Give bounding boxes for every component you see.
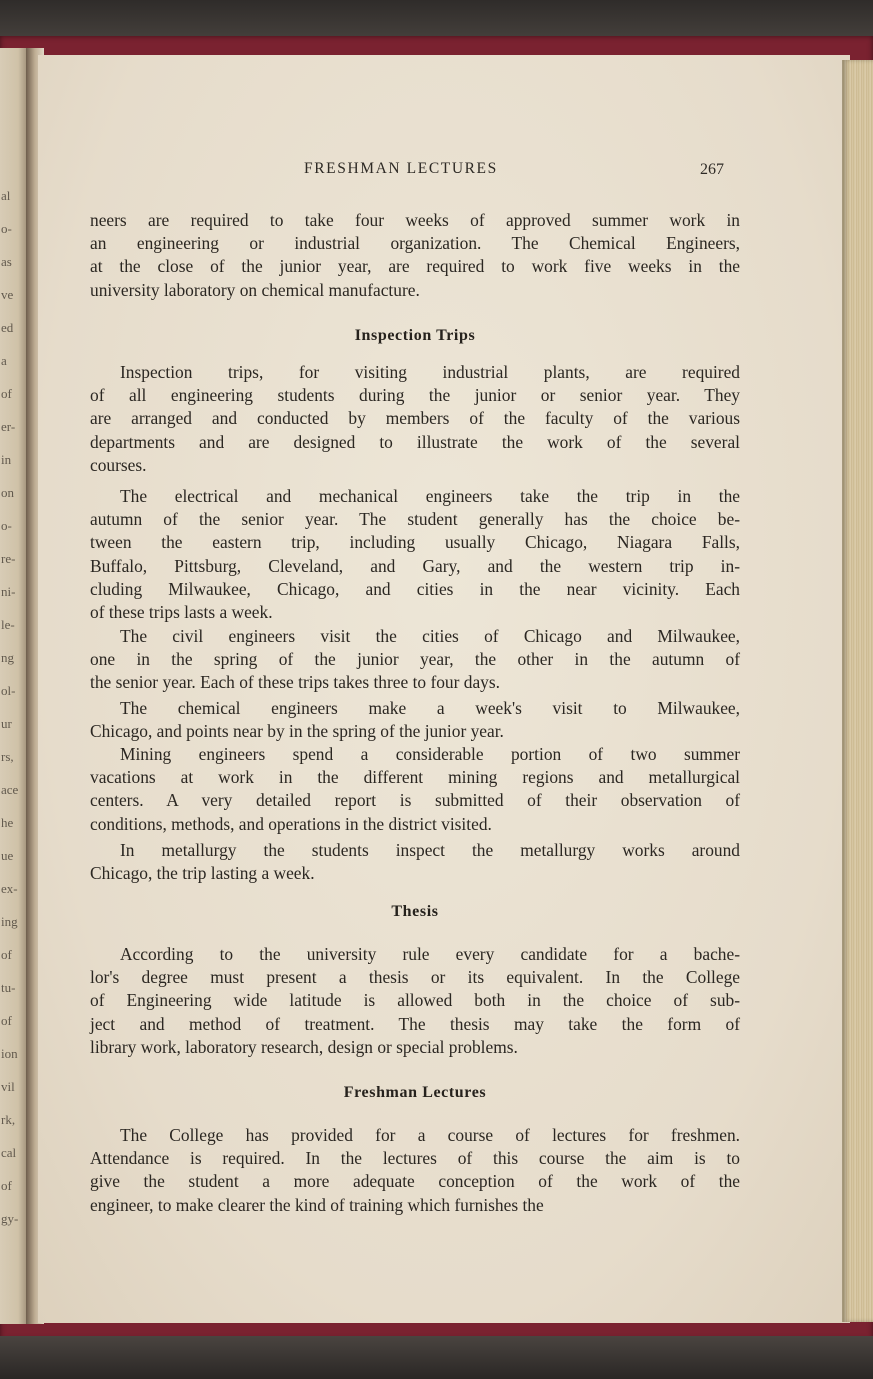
text-line: Mining engineers spend a considerable portion of two summer: [120, 744, 740, 764]
text-line: Inspection trips, for visiting industrial plants, are required: [120, 362, 740, 382]
text-line: The electrical and mechanical engineers take the trip in the: [120, 486, 740, 506]
paragraph: [90, 943, 740, 1059]
previous-page-text-fragment: gy-: [1, 1211, 19, 1226]
previous-page-text-fragment: ace: [1, 782, 19, 797]
paragraph: [90, 1124, 740, 1217]
page-number: 267: [700, 161, 724, 178]
previous-page-text-fragment: rk,: [1, 1112, 16, 1127]
previous-page-text-fragment: in: [1, 452, 12, 467]
previous-page-text-fragment: of: [1, 1013, 12, 1028]
text-line: engineer, to make clearer the kind of training which furnishes the: [90, 1194, 544, 1215]
previous-page-text-fragment: er-: [1, 419, 16, 434]
previous-page-text-fragment: le-: [1, 617, 15, 632]
text-line: centers. A very detailed report is submitted of their observation of: [90, 790, 740, 811]
text-line: autumn of the senior year. The student generally has the choice be-: [90, 509, 740, 530]
text-line: library work, laboratory research, design or special problems.: [90, 1036, 518, 1057]
text-line: conditions, methods, and operations in the district visited.: [90, 813, 492, 834]
previous-page-text-fragment: ng: [1, 650, 14, 665]
previous-page-text-fragment: vil: [1, 1079, 15, 1094]
paragraph: [90, 839, 740, 885]
section-heading-inspection-trips: Inspection Trips: [354, 327, 476, 344]
text-line: Chicago, the trip lasting a week.: [90, 863, 315, 884]
previous-page-text-fragment: he: [1, 815, 14, 830]
intro-paragraph: [90, 209, 740, 302]
scan-background-bottom: [0, 1336, 873, 1379]
text-line: give the student a more adequate conception of the work of the: [90, 1171, 740, 1192]
previous-page-text-fragment: on: [1, 485, 14, 500]
previous-page-text-fragment: re-: [1, 551, 16, 566]
previous-page-text-fragment: al: [1, 188, 11, 203]
text-line: are arranged and conducted by members of the faculty of the various: [90, 408, 740, 429]
scan-background-top: [0, 0, 873, 40]
paragraph: [90, 625, 740, 695]
running-head: FRESHMAN LECTURES: [304, 160, 498, 177]
section-heading-freshman-lectures: Freshman Lectures: [343, 1084, 487, 1101]
previous-page-edge: [0, 48, 26, 1324]
previous-page-text-fragment: a: [1, 353, 7, 368]
paragraph: [90, 485, 740, 624]
text-line: In metallurgy the students inspect the metallurgy works around: [120, 840, 740, 860]
text-line: of all engineering students during the junior or senior year. They: [90, 385, 740, 406]
text-line: neers are required to take four weeks of approved summer work in: [90, 210, 740, 230]
previous-page-text-fragment: cal: [1, 1145, 17, 1160]
previous-page-text-fragment: of: [1, 386, 12, 401]
previous-page-text-fragment: rs,: [1, 749, 14, 764]
text-line: at the close of the junior year, are required to work five weeks in the: [90, 256, 740, 277]
paragraph: [90, 743, 740, 836]
previous-page-text-fragment: ed: [1, 320, 14, 335]
previous-page-text-fragment: tu-: [1, 980, 16, 995]
text-line: an engineering or industrial organization. The Chemical Engineers,: [90, 233, 740, 254]
text-line: Buffalo, Pittsburg, Cleveland, and Gary, and the western trip in-: [90, 555, 740, 576]
text-line: Attendance is required. In the lectures of this course the aim is to: [90, 1148, 740, 1169]
previous-page-text-fragment: ue: [1, 848, 14, 863]
text-line: departments and are designed to illustrate the work of the several: [90, 431, 740, 452]
text-line: According to the university rule every candidate for a bache-: [120, 944, 740, 964]
text-line: ject and method of treatment. The thesis may take the form of: [90, 1013, 740, 1034]
text-line: university laboratory on chemical manufacture.: [90, 279, 420, 300]
text-line: vacations at work in the different mining regions and metallurgical: [90, 767, 740, 788]
previous-page-text-fragment: ni-: [1, 584, 16, 599]
previous-page-text-fragment: ol-: [1, 683, 16, 698]
previous-page-text-fragment: ing: [1, 914, 18, 929]
text-line: lor's degree must present a thesis or its equivalent. In the College: [90, 967, 740, 988]
text-line: of these trips lasts a week.: [90, 602, 273, 623]
text-line: cluding Milwaukee, Chicago, and cities in the near vicinity. Each: [90, 578, 740, 599]
text-line: The civil engineers visit the cities of Chicago and Milwaukee,: [120, 626, 740, 646]
text-line: the senior year. Each of these trips takes three to four days.: [90, 672, 500, 693]
text-line: courses.: [90, 454, 147, 475]
previous-page-text-fragment: ion: [1, 1046, 18, 1061]
previous-page-text-fragment: of: [1, 947, 12, 962]
text-line: Chicago, and points near by in the spring of the junior year.: [90, 721, 504, 742]
previous-page-text-fragment: ve: [1, 287, 14, 302]
text-line: one in the spring of the junior year, the other in the autumn of: [90, 649, 740, 670]
text-line: tween the eastern trip, including usually Chicago, Niagara Falls,: [90, 532, 740, 553]
previous-page-text-fragment: o-: [1, 518, 12, 533]
previous-page-text-fragment: o-: [1, 221, 12, 236]
text-line: The College has provided for a course of lectures for freshmen.: [120, 1125, 740, 1145]
text-line: of Engineering wide latitude is allowed both in the choice of sub-: [90, 990, 740, 1011]
paragraph: [90, 361, 740, 477]
previous-page-text-fragment: of: [1, 1178, 12, 1193]
previous-page-text-fragment: ex-: [1, 881, 18, 896]
text-line: The chemical engineers make a week's visit to Milwaukee,: [120, 698, 740, 718]
previous-page-text-fragment: as: [1, 254, 12, 269]
paragraph: [90, 697, 740, 743]
previous-page-text-fragment: ur: [1, 716, 12, 731]
page-edges: [842, 60, 873, 1322]
section-heading-thesis: Thesis: [391, 903, 439, 920]
